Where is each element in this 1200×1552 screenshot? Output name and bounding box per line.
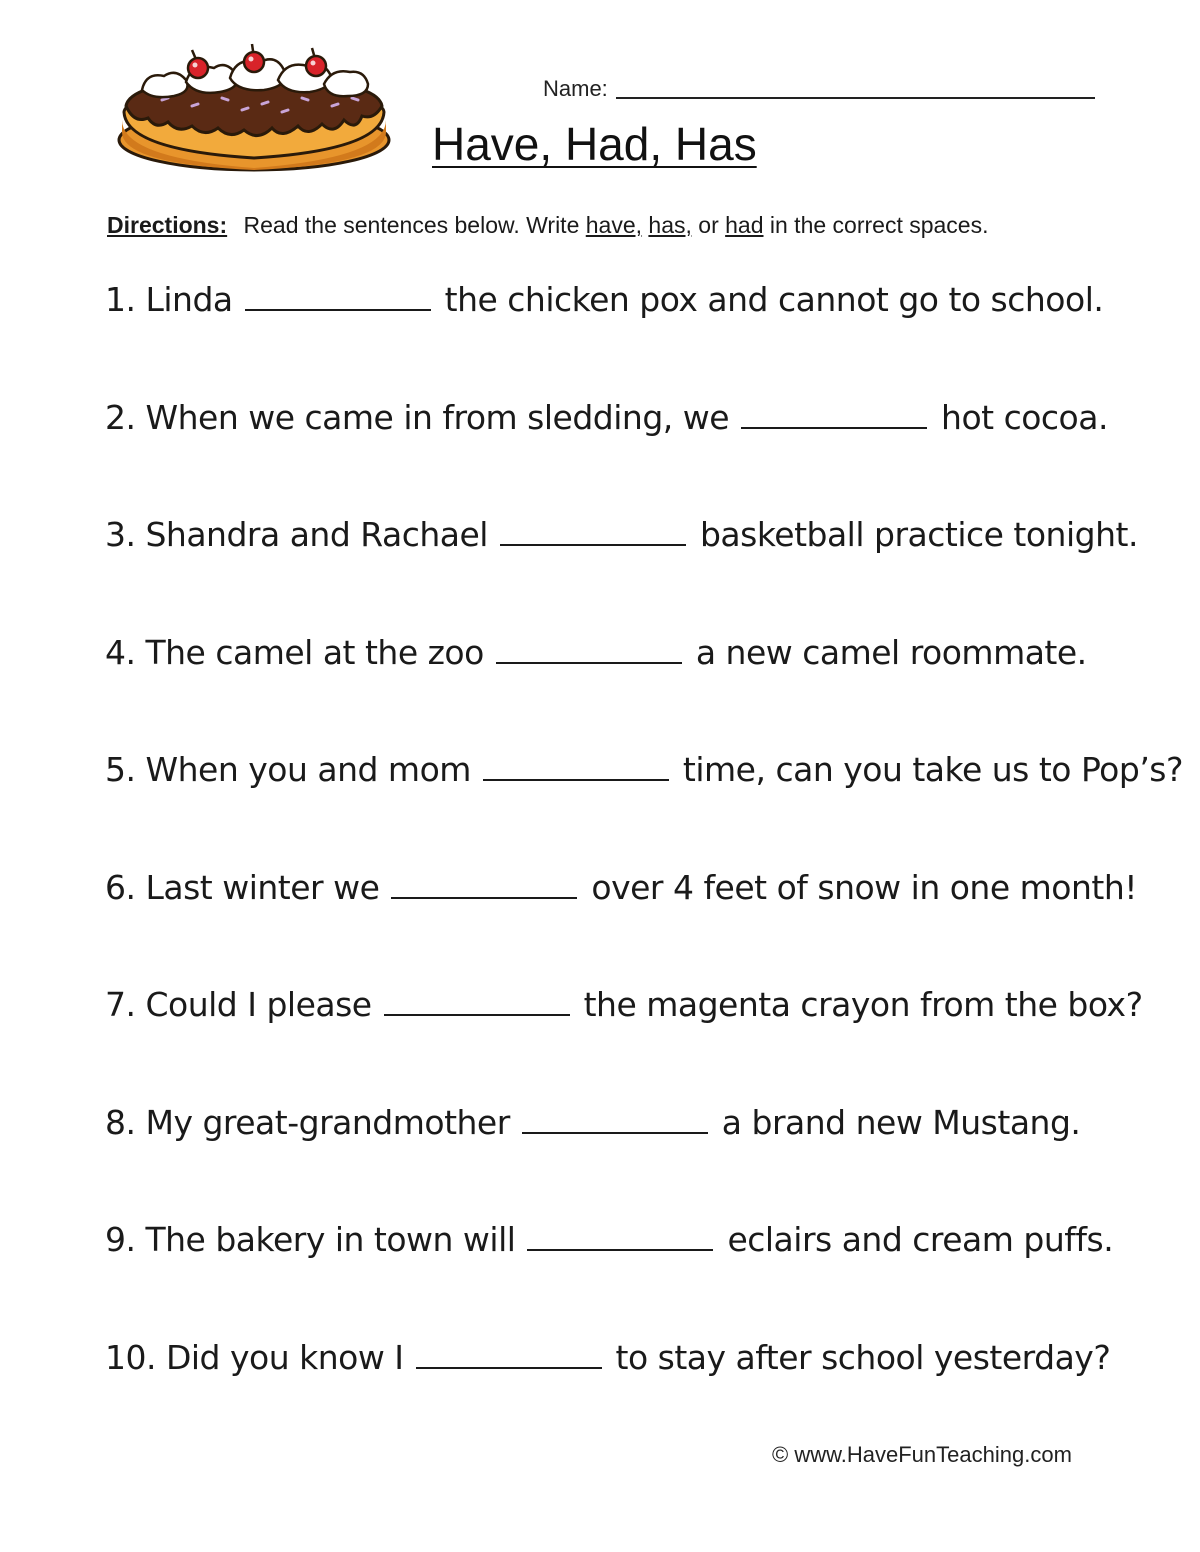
- directions-text-after: in the correct spaces.: [769, 212, 989, 238]
- answer-blank[interactable]: [245, 283, 431, 311]
- answer-blank[interactable]: [496, 636, 682, 664]
- copyright-footer: © www.HaveFunTeaching.com: [772, 1442, 1072, 1467]
- directions-word-have: have,: [585, 212, 643, 238]
- page-title: Have, Had, Has: [432, 118, 757, 170]
- sentence-list: [105, 272, 1184, 1447]
- name-row: [543, 72, 1095, 102]
- name-field[interactable]: [616, 77, 1095, 99]
- name-label: Name:: [543, 76, 608, 101]
- sentence-after: time, can you take us to Pop’s?: [682, 750, 1184, 789]
- directions-text-before: Read the sentences below. Write: [243, 212, 580, 238]
- sentence-after: hot cocoa.: [941, 397, 1108, 437]
- sentence-4: [105, 625, 1115, 743]
- sentence-7: [105, 977, 1143, 1095]
- sentence-before: 6. Last winter we: [105, 867, 380, 907]
- sentence-after: to stay after school yesterday?: [615, 1337, 1111, 1377]
- sentence-before: 3. Shandra and Rachael: [105, 515, 488, 554]
- sentence-before: 9. The bakery in town will: [105, 1220, 516, 1259]
- answer-blank[interactable]: [522, 1106, 708, 1134]
- directions: [107, 210, 1107, 240]
- sentence-after: a brand new Mustang.: [721, 1102, 1081, 1142]
- answer-blank[interactable]: [483, 753, 669, 781]
- answer-blank[interactable]: [416, 1341, 602, 1369]
- sentence-before: 7. Could I please: [105, 985, 372, 1024]
- directions-word-had: had: [725, 212, 764, 238]
- answer-blank[interactable]: [391, 871, 577, 899]
- sentence-before: 8. My great-grandmother: [105, 1102, 510, 1142]
- sentence-after: the magenta crayon from the box?: [583, 985, 1143, 1024]
- directions-label: Directions:: [107, 212, 228, 238]
- answer-blank[interactable]: [500, 518, 686, 546]
- sentence-6: [105, 860, 1137, 978]
- sentence-8: [105, 1095, 1115, 1213]
- sentence-2: [105, 390, 1115, 508]
- sentence-after: the chicken pox and cannot go to school.: [444, 280, 1104, 319]
- sentence-after: a new camel roommate.: [695, 632, 1087, 672]
- sentence-before: 4. The camel at the zoo: [105, 632, 484, 672]
- sentence-5: [105, 742, 1184, 860]
- answer-blank[interactable]: [384, 988, 570, 1016]
- sentence-before: 10. Did you know I: [105, 1337, 404, 1377]
- sentence-after: eclairs and cream puffs.: [727, 1220, 1114, 1259]
- answer-blank[interactable]: [741, 401, 927, 429]
- directions-word-or: or: [698, 212, 719, 238]
- sentence-3: [105, 507, 1138, 625]
- answer-blank[interactable]: [527, 1223, 713, 1251]
- sentence-before: 1. Linda: [105, 280, 233, 319]
- cake-icon: [112, 40, 397, 175]
- sentence-10: [105, 1330, 1115, 1448]
- sentence-before: 5. When you and mom: [105, 750, 471, 789]
- sentence-before: 2. When we came in from sledding, we: [105, 397, 730, 437]
- sentence-9: [105, 1212, 1115, 1330]
- sentence-after: over 4 feet of snow in one month!: [591, 867, 1137, 907]
- sentence-1: [105, 272, 1115, 390]
- directions-word-has: has,: [648, 212, 692, 238]
- sentence-after: basketball practice tonight.: [699, 515, 1138, 554]
